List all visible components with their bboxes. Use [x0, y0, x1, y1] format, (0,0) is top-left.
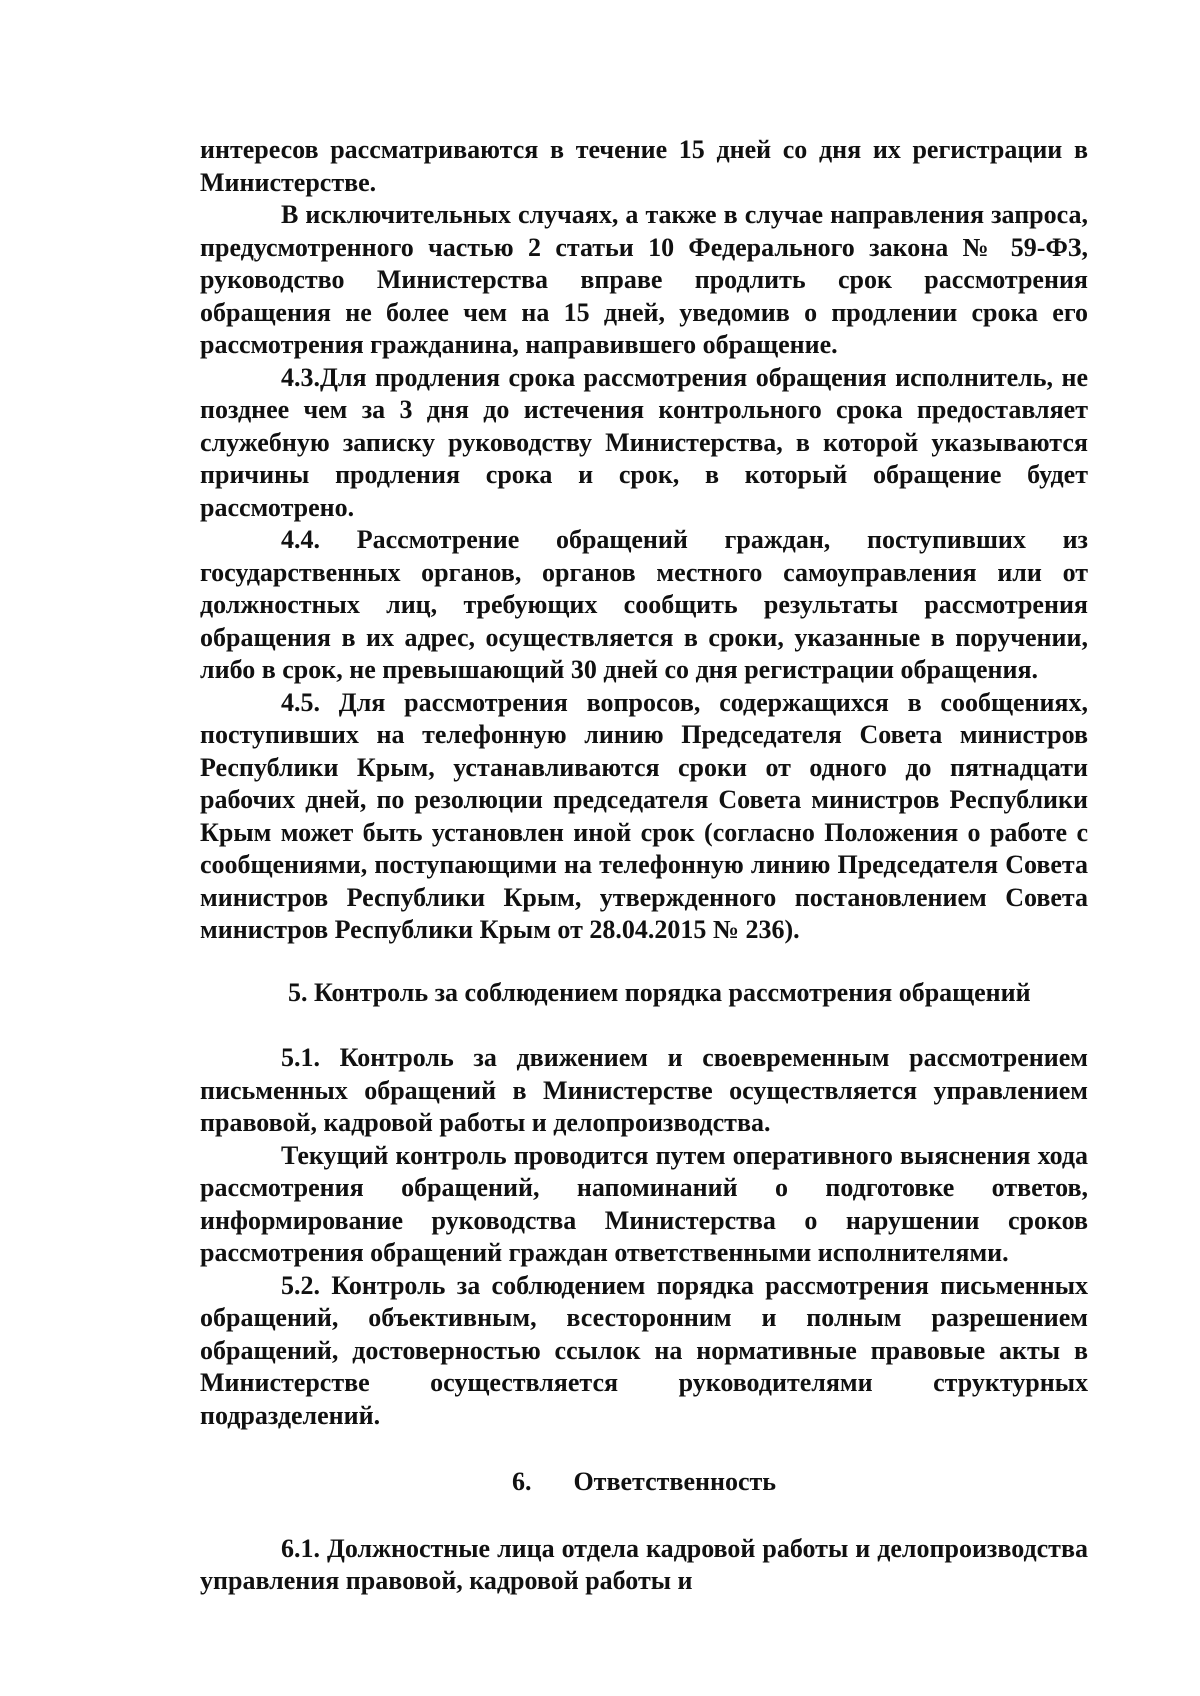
paragraph-6-1: 6.1. Должностные лица отдела кадровой работы и делопроизводства управления правовой, кадровой работы и [200, 1533, 1088, 1595]
document-body [200, 134, 1088, 1598]
paragraph-4-3: 4.3.Для продления срока рассмотрения обращения исполнитель, не позднее чем за 3 дня до истечения контрольного срока предоставляет служебную записку руководству Министерства, в которой указываются причины продления срока и срок, в который обращение будет рассмотрено. [200, 362, 1088, 522]
paragraph-current-control: Текущий контроль проводится путем оперативного выяснения хода рассмотрения обращений, напоминаний о подготовке ответов, информирование руководства Министерства о нарушении сроков рассмотрения обращений граждан ответственными исполнителями. [200, 1140, 1088, 1267]
paragraph-4-4: 4.4. Рассмотрение обращений граждан, поступивших из государственных органов, органов местного самоуправления или от должностных лиц, требующих сообщить результаты рассмотрения обращения в их адрес, осуществляется в сроки, указанные в поручении, либо в срок, не превышающий 30 дней со дня регистрации обращения. [200, 525, 1088, 684]
paragraph-4-5: 4.5. Для рассмотрения вопросов, содержащихся в сообщениях, поступивших на телефонную линию Председателя Совета министров Республики Крым, устанавливаются сроки от одного до пятнадцати рабочих дней, по резолюции председателя Совета министров Республики Крым может быть установлен иной срок (согласно Положения о работе с сообщениями, поступающими на телефонную линию Председателя Совета министров Республики Крым, утвержденного постановлением Совета министров Республики Крым от 28.04.2015 № 236). [200, 687, 1088, 944]
paragraph-5-1: 5.1. Контроль за движением и своевременным рассмотрением письменных обращений в Министерстве осуществляется управлением правовой, кадровой работы и делопроизводства. [200, 1043, 1088, 1137]
section-6-title: Ответственность [573, 1467, 777, 1496]
paragraph-extension-cases: В исключительных случаях, а также в случае направления запроса, предусмотренного частью 2 статьи 10 Федерального закона № 59-ФЗ, руководство Министерства вправе продлить срок рассмотрения обращения не более чем на 15 дней, уведомив о продлении срока его рассмотрения гражданина, направившего обращение. [200, 200, 1088, 359]
paragraph-5-2: 5.2. Контроль за соблюдением порядка рассмотрения письменных обращений, объективным, всесторонним и полным разрешением обращений, достоверностью ссылок на нормативные правовые акты в Министерстве осуществляется руководителями структурных подразделений. [200, 1270, 1088, 1430]
section-6-heading [200, 1466, 1088, 1499]
section-6-number: 6. [511, 1467, 532, 1496]
paragraph-continuation: интересов рассматриваются в течение 15 дней со дня их регистрации в Министерстве. [200, 135, 1088, 197]
section-5-heading: 5. Контроль за соблюдением порядка рассмотрения обращений [288, 977, 1031, 1007]
